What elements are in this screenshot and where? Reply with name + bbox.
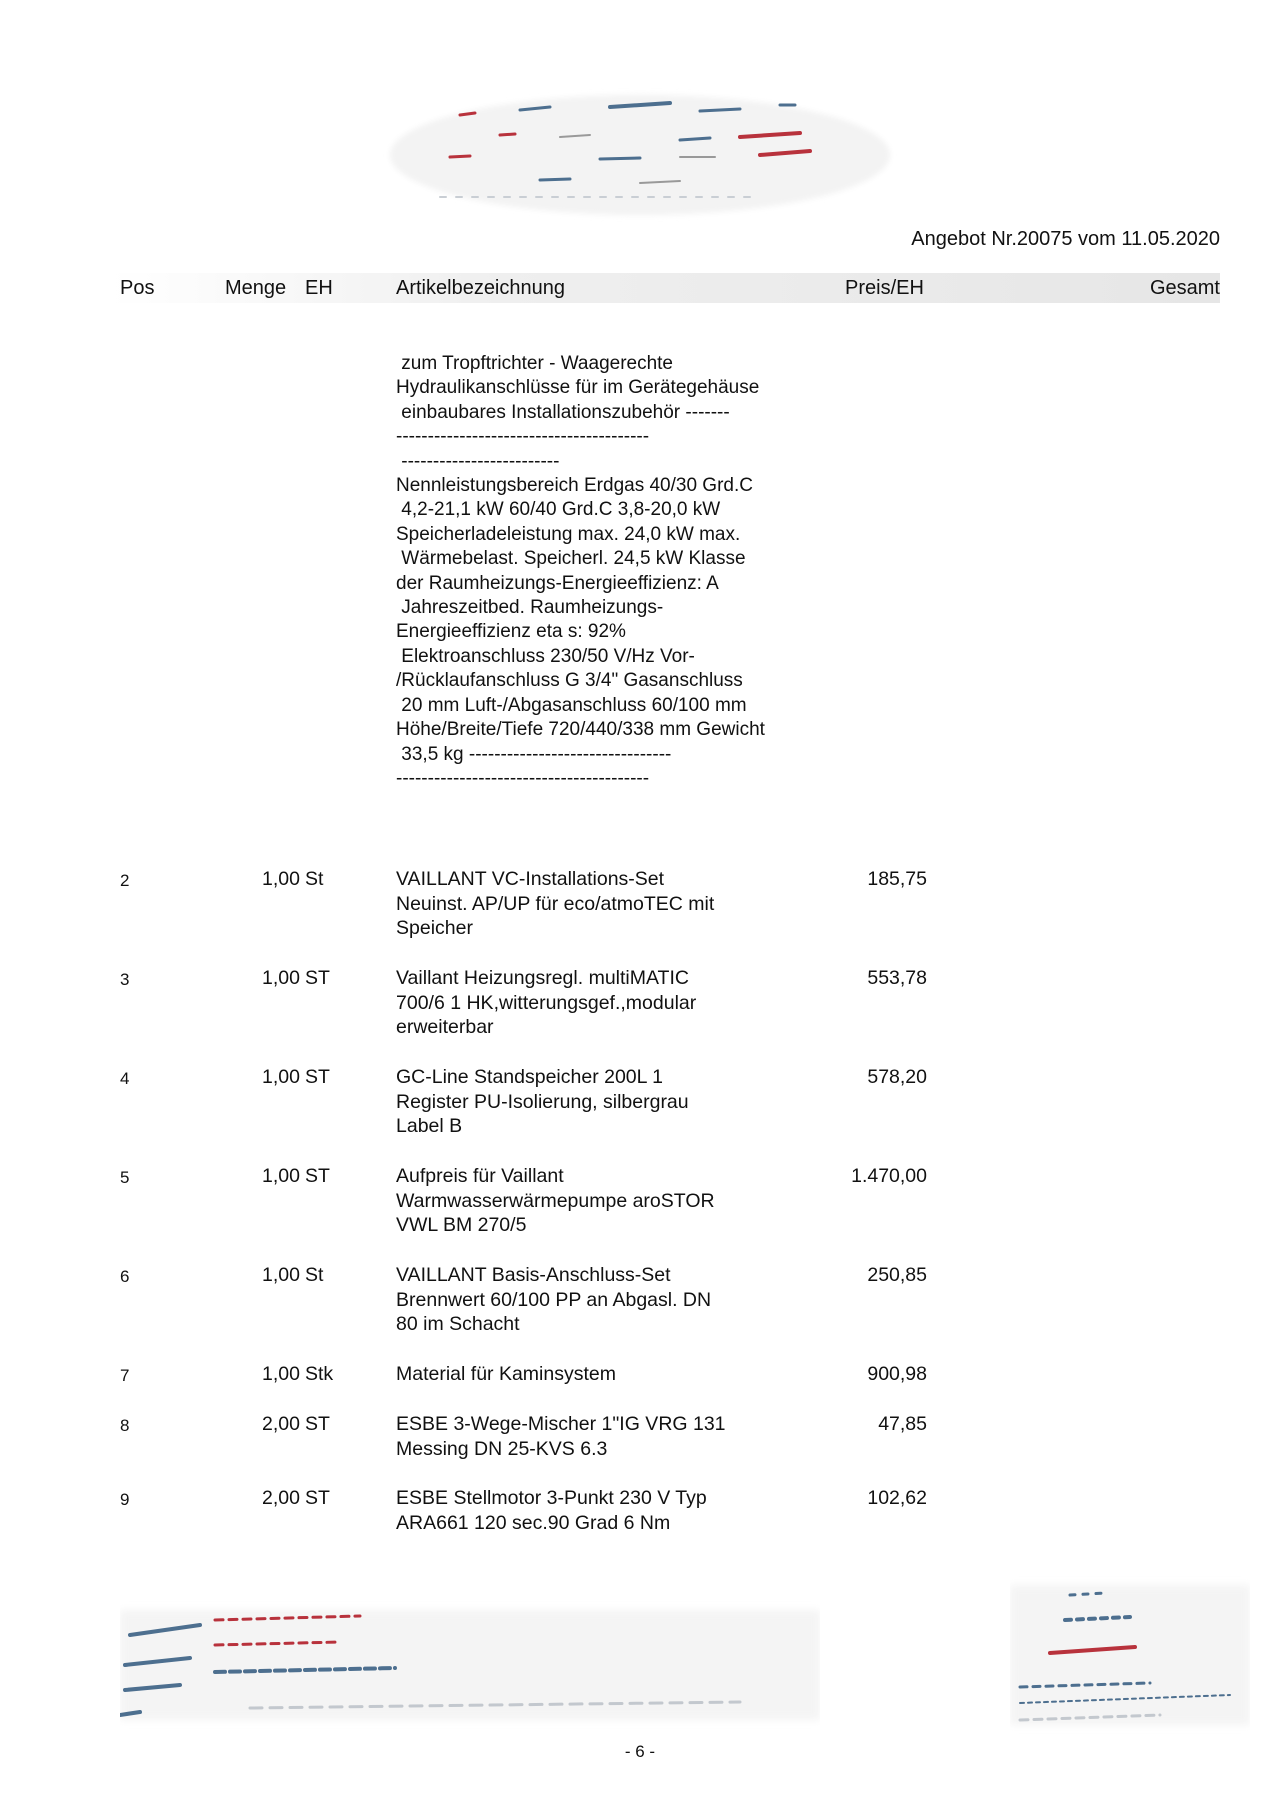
page-number: - 6 - [624, 1742, 656, 1761]
description-line: 4,2-21,1 kW 60/40 Grd.C 3,8-20,0 kW [396, 499, 721, 521]
offer-reference: Angebot Nr.20075 vom 11.05.2020 [911, 228, 1220, 250]
company-logo-redacted [380, 85, 900, 225]
row-quantity: 1,00 [262, 1264, 300, 1286]
description-line: /Rücklaufanschluss G 3/4" Gasanschluss [396, 670, 743, 692]
description-line: GC-Line Standspeicher 200L 1 [396, 1066, 664, 1088]
description-line: Jahreszeitbed. Raumheizungs- [396, 597, 664, 619]
footer-logo-left-redacted [120, 1590, 820, 1740]
row-unit-price: 185,75 [867, 868, 927, 890]
description-line: erweiterbar [396, 1016, 494, 1038]
description-line: ------------------------- [396, 450, 560, 472]
row-unit: St [305, 1264, 324, 1286]
row-pos: 4 [120, 1069, 130, 1088]
footer-logo-right-redacted [1010, 1575, 1250, 1735]
row-unit-price: 47,85 [878, 1413, 927, 1435]
row-pos: 6 [120, 1267, 130, 1286]
description-line: Register PU-Isolierung, silbergrau [396, 1090, 689, 1113]
row-pos: 7 [120, 1366, 130, 1385]
row-description [396, 1164, 816, 1238]
header-unit-price: Preis/EH [845, 277, 924, 299]
description-line: Wärmebelast. Speicherl. 24,5 kW Klasse [396, 548, 746, 570]
header-quantity: Menge [225, 277, 287, 299]
row-unit: ST [305, 1066, 330, 1088]
row-description [396, 1412, 816, 1461]
description-line: Messing DN 25-KVS 6.3 [396, 1437, 608, 1460]
header-pos: Pos [120, 277, 155, 299]
description-line: Elektroanschluss 230/50 V/Hz Vor- [396, 645, 695, 667]
row-description [396, 966, 816, 1040]
description-line: Material für Kaminsystem [396, 1363, 616, 1385]
description-line: Aufpreis für Vaillant [396, 1165, 564, 1187]
row-pos: 5 [120, 1168, 130, 1187]
row-quantity: 1,00 [262, 967, 300, 989]
description-line: einbaubares Installationszubehör ------- [396, 401, 730, 423]
header-description: Artikelbezeichnung [396, 277, 565, 299]
row-pos: 8 [120, 1416, 130, 1435]
description-line: zum Tropftrichter - Waagerechte [396, 353, 674, 374]
description-line: ESBE 3-Wege-Mischer 1"IG VRG 131 [396, 1413, 726, 1435]
row-unit: ST [305, 1487, 330, 1509]
description-line: Label B [396, 1115, 463, 1137]
row-description [396, 1486, 816, 1535]
row-quantity: 1,00 [262, 1363, 300, 1385]
description-line: Vaillant Heizungsregl. multiMATIC [396, 967, 689, 989]
row-unit-price: 250,85 [867, 1264, 927, 1286]
description-line: Speicher [396, 917, 473, 939]
description-line: Warmwasserwärmepumpe aroSTOR [396, 1189, 715, 1212]
row-quantity: 2,00 [262, 1487, 300, 1509]
row-description [396, 1263, 816, 1337]
row-pos: 2 [120, 871, 130, 890]
description-line: VWL BM 270/5 [396, 1214, 527, 1236]
description-line: VAILLANT Basis-Anschluss-Set [396, 1264, 671, 1286]
description-line: der Raumheizungs-Energieeffizienz: A [396, 572, 719, 594]
row-unit-price: 1.470,00 [851, 1165, 927, 1187]
description-line: Höhe/Breite/Tiefe 720/440/338 mm Gewicht [396, 719, 765, 741]
description-line: 80 im Schacht [396, 1313, 520, 1335]
description-line: Hydraulikanschlüsse für im Gerätegehäuse [396, 377, 760, 399]
row-unit: ST [305, 1165, 330, 1187]
row-quantity: 1,00 [262, 1165, 300, 1187]
row-pos: 9 [120, 1490, 130, 1509]
description-line: Brennwert 60/100 PP an Abgasl. DN [396, 1288, 712, 1311]
row-quantity: 1,00 [262, 1066, 300, 1088]
row-unit: ST [305, 967, 330, 989]
row-quantity: 2,00 [262, 1413, 300, 1435]
continued-item-description [396, 352, 846, 791]
header-total: Gesamt [1149, 277, 1220, 299]
row-unit-price: 578,20 [867, 1066, 927, 1088]
description-line: ---------------------------------------- [396, 767, 650, 789]
description-line: 20 mm Luft-/Abgasanschluss 60/100 mm [396, 694, 747, 716]
description-line: Nennleistungsbereich Erdgas 40/30 Grd.C [396, 475, 753, 497]
row-description [396, 1362, 816, 1387]
header-unit: EH [305, 277, 333, 299]
description-line: ARA661 120 sec.90 Grad 6 Nm [396, 1511, 671, 1534]
description-line: 700/6 1 HK,witterungsgef.,modular [396, 991, 697, 1014]
description-line: VAILLANT VC-Installations-Set [396, 868, 665, 890]
row-description [396, 867, 816, 941]
description-line: Speicherladeleistung max. 24,0 kW max. [396, 523, 741, 545]
description-line: ---------------------------------------- [396, 426, 650, 448]
row-description [396, 1065, 816, 1139]
row-unit: Stk [305, 1363, 334, 1385]
row-unit: ST [305, 1413, 330, 1435]
row-unit: St [305, 868, 324, 890]
description-line: Energieeffizienz eta s: 92% [396, 621, 626, 643]
row-quantity: 1,00 [262, 868, 300, 890]
row-pos: 3 [120, 970, 130, 989]
description-line: 33,5 kg -------------------------------- [396, 743, 672, 765]
description-line: Neuinst. AP/UP für eco/atmoTEC mit [396, 892, 715, 915]
row-unit-price: 900,98 [867, 1363, 927, 1385]
row-unit-price: 102,62 [867, 1487, 927, 1509]
description-line: ESBE Stellmotor 3-Punkt 230 V Typ [396, 1487, 707, 1509]
row-unit-price: 553,78 [867, 967, 927, 989]
